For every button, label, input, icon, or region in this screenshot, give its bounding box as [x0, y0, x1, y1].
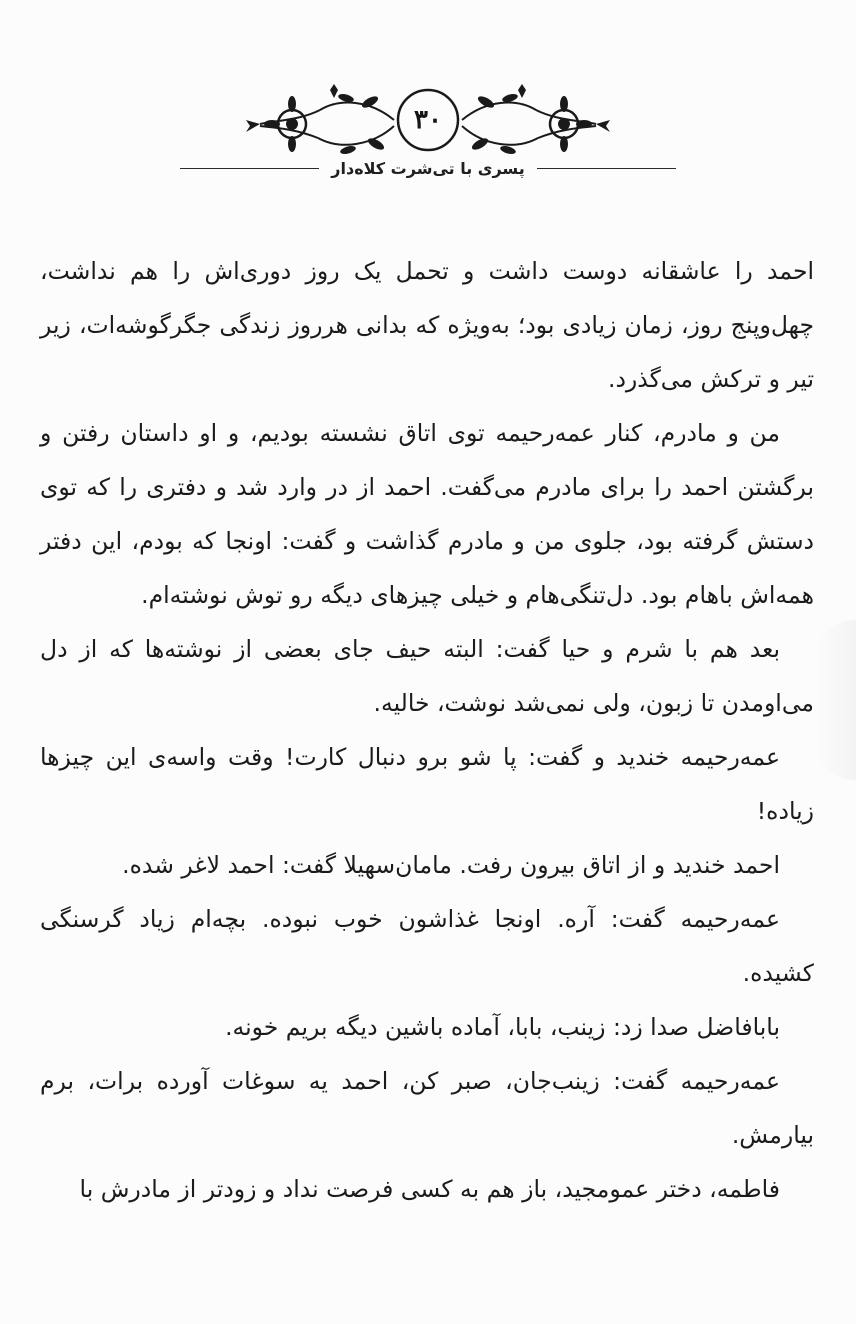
running-head-rule-right [537, 168, 676, 169]
page-number: ۳۰ [414, 105, 442, 135]
paragraph: عمه‌رحیمه گفت: آره. اونجا غذاشون خوب نبوده. بچه‌ام زیاد گرسنگی کشیده. [40, 905, 814, 987]
paragraph: عمه‌رحیمه خندید و گفت: پا شو برو دنبال کارت! وقت واسه‌ی این چیزها زیاده! [40, 743, 814, 825]
running-head-rule-left [180, 168, 319, 169]
page-header [180, 80, 676, 190]
page-edge-shadow [814, 620, 856, 780]
paragraph: من و مادرم، کنار عمه‌رحیمه توی اتاق نشسته بودیم، و او داستان رفتن و برگشتن احمد را برای مادرم می‌گفت. احمد از در وارد شد و دفتری را که توی دستش گرفته بود، جلوی من و مادرم گذاشت و گفت: اونجا که بودم، این دفتر همه‌اش باهام بود. دل‌تنگی‌هام و خیلی چیزهای دیگه رو توش نوشته‌ام. [40, 419, 814, 609]
paragraph: عمه‌رحیمه گفت: زینب‌جان، صبر کن، احمد یه سوغات آورده برات، برم بیارمش. [40, 1067, 814, 1149]
paragraph: بابافاضل صدا زد: زینب، بابا، آماده باشین دیگه بریم خونه. [225, 1013, 780, 1041]
running-head [180, 156, 676, 180]
paragraph: فاطمه، دختر عمومجید، باز هم به کسی فرصت نداد و زودتر از مادرش با [79, 1175, 780, 1203]
book-title: پسری با تی‌شرت کلاه‌دار [331, 158, 525, 178]
paragraph: احمد خندید و از اتاق بیرون رفت. مامان‌سهیلا گفت: احمد لاغر شده. [122, 851, 780, 879]
paragraph: احمد را عاشقانه دوست داشت و تحمل یک روز دوری‌اش را هم نداشت، چهل‌وپنج روز، زمان زیادی بود؛ به‌ویژه که بدانی هرروز زندگی جگرگوشه‌ات، زیر تیر و ترکش می‌گذرد. [40, 257, 814, 393]
body-text [40, 244, 814, 1216]
paragraph: بعد هم با شرم و حیا گفت: البته حیف جای بعضی از نوشته‌ها که از دل می‌اومدن تا زبون، ولی نمی‌شد نوشت، خالیه. [40, 635, 814, 717]
